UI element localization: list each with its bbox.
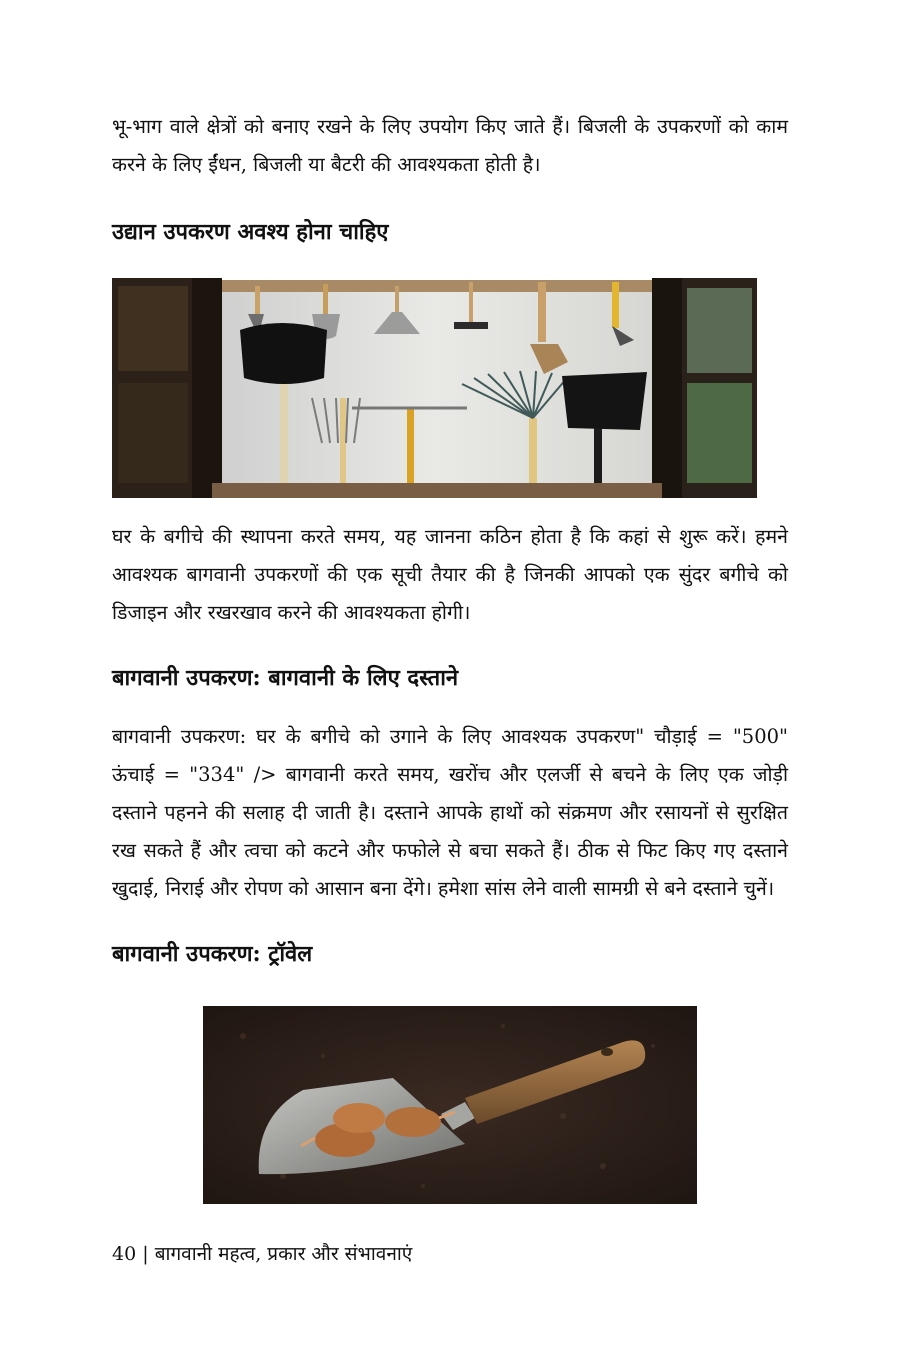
heading-gloves: बागवानी उपकरण: बागवानी के लिए दस्ताने [112,665,459,691]
footer-separator: | [142,1243,149,1265]
book-title: बागवानी महत्व, प्रकार और संभावनाएं [154,1243,413,1265]
gloves-paragraph: बागवानी उपकरण: घर के बगीचे को उगाने के लिए आवश्यक उपकरण" चौड़ाई = "500" ऊंचाई = "334" /> बागवानी करते समय, खरोंच और एलर्जी से बचने के लिए एक जोड़ी दस्ताने पहनने की सलाह दी जाती है। दस्ताने आपके हाथों को संक्रमण और रसायनों से सुरक्षित रख सकते हैं और त्वचा को कटने और फफोले से बचा सकते हैं। ठीक से फिट किए गए दस्ताने खुदाई, निराई और रोपण को आसान बना देंगे। हमेशा सांस लेने वाली सामग्री से बने दस्ताने चुनें। [112,725,788,900]
trowel-on-soil-image [203,1006,697,1204]
heading-must-have-tools: उद्यान उपकरण अवश्य होना चाहिए [112,219,389,245]
page-content [112,108,788,1204]
garden-tools-wall-image [112,278,757,498]
intro-paragraph: भू-भाग वाले क्षेत्रों को बनाए रखने के लिए उपयोग किए जाते हैं। बिजली के उपकरणों को काम करने के लिए ईंधन, बिजली या बैटरी की आवश्यकता होती है। [112,115,788,176]
heading-trowel: बागवानी उपकरण: ट्रॉवेल [112,941,313,967]
page-number: 40 [112,1243,137,1265]
home-garden-paragraph: घर के बगीचे की स्थापना करते समय, यह जानना कठिन होता है कि कहां से शुरू करें। हमने आवश्यक बागवानी उपकरणों की एक सूची तैयार की है जिनकी आपको एक सुंदर बगीचे को डिजाइन और रखरखाव करने की आवश्यकता होगी। [112,525,788,624]
page-footer [112,1240,412,1266]
